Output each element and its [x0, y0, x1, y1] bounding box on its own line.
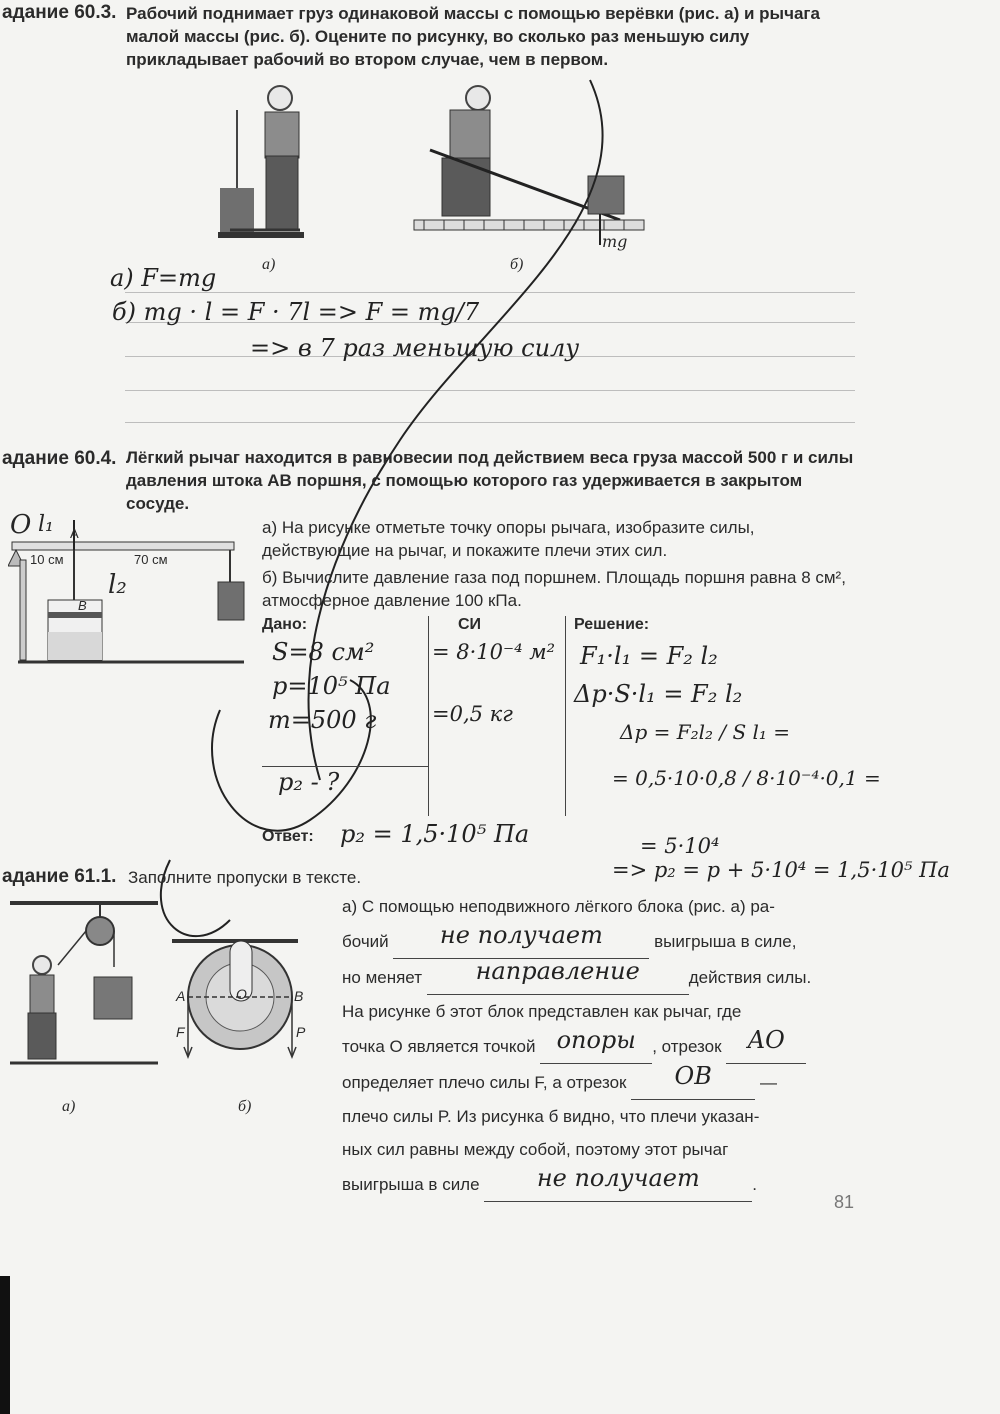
caption-60-3-a: а): [262, 256, 276, 273]
fig-label-70cm: 70 см: [134, 552, 168, 567]
answer-value: p₂ = 1,5·10⁵ Па: [340, 820, 530, 848]
fill-line-2: бочий не получает выигрыша в силе,: [342, 923, 858, 959]
fig-label-B: B: [78, 598, 87, 613]
caption-61-1-a: а): [62, 1098, 76, 1115]
answer-label: Ответ:: [262, 828, 314, 845]
fill-line-6: определяет плечо силы F, а отрезок OB —: [342, 1064, 858, 1100]
blank-5[interactable]: OB: [631, 1064, 755, 1100]
task-60-3-label: адание 60.3.: [2, 2, 117, 23]
solution-line: Δp = F₂l₂ / S l₁ =: [620, 720, 791, 744]
solution-line: = 5·10⁴: [640, 834, 720, 858]
figure-61-1-a: [10, 895, 160, 1075]
fig-61-label-B: B: [294, 988, 304, 1004]
solution-line: Δp·S·l₁ = F₂ l₂: [574, 680, 743, 708]
task-60-4-part-a: а) На рисунке отметьте точку опоры рычага, изобразите силы, действующие на рычаг, и покажите плечи этих сил.: [262, 518, 755, 560]
fill-line-4: На рисунке б этот блок представлен как рычаг, где: [342, 1002, 742, 1021]
fig-61-label-O: O: [236, 986, 247, 1002]
fig-label-10cm: 10 см: [30, 552, 64, 567]
blank-4[interactable]: AO: [726, 1028, 806, 1064]
hand-label-mg: mg: [602, 232, 628, 251]
si-item: = 8·10⁻⁴ м²: [432, 640, 556, 664]
find-item: p₂ - ?: [278, 768, 340, 796]
fig-61-label-A: A: [176, 988, 186, 1004]
given-item: p=10⁵ Па: [272, 672, 391, 700]
hand-60-3-line-2: б) mg · l = F · 7l => F = mg/7: [112, 298, 480, 326]
solution-line: F₁·l₁ = F₂ l₂: [580, 642, 718, 670]
scan-edge: [0, 1276, 10, 1414]
task-61-1-intro: Заполните пропуски в тексте.: [128, 868, 362, 887]
figure-61-1-b: [172, 935, 312, 1075]
blank-1[interactable]: не получает: [393, 923, 649, 959]
given-item: m=500 г: [268, 706, 377, 734]
hand-label-l1: l₁: [38, 512, 54, 537]
page-number: 81: [834, 1192, 855, 1212]
blank-3[interactable]: опоры: [540, 1028, 652, 1064]
fill-line-7: плечо силы P. Из рисунка б видно, что плечи указан-: [342, 1107, 760, 1126]
fig-label-A: A: [70, 526, 79, 541]
hand-60-3-line-3: => в 7 раз меньшую силу: [250, 334, 580, 362]
given-header: Дано:: [262, 616, 308, 633]
caption-60-3-b: б): [510, 256, 524, 273]
fill-line-1: а) С помощью неподвижного лёгкого блока (рис. а) ра-: [342, 897, 775, 916]
solution-line: = 0,5·10·0,8 / 8·10⁻⁴·0,1 =: [612, 766, 881, 790]
hand-label-l2: l₂: [108, 570, 127, 600]
si-item: =0,5 кг: [432, 702, 513, 726]
figure-60-4-lever: [8, 520, 248, 670]
fig-61-label-P: P: [296, 1024, 306, 1040]
task-61-1-label: адание 61.1.: [2, 866, 117, 887]
fig-61-label-F: F: [176, 1024, 185, 1040]
fill-line-5: точка O является точкой опоры , отрезок AO: [342, 1028, 858, 1064]
fill-line-8: ных сил равны между собой, поэтому этот рычаг: [342, 1140, 729, 1159]
solution-line: => p₂ = p + 5·10⁴ = 1,5·10⁵ Па: [612, 858, 950, 882]
si-header: СИ: [458, 616, 482, 633]
caption-61-1-b: б): [238, 1098, 252, 1115]
hand-label-O: O: [10, 510, 32, 540]
fill-line-9: выигрыша в силе не получает .: [342, 1166, 858, 1202]
solution-header: Решение:: [574, 616, 650, 633]
task-60-4-label: адание 60.4.: [2, 448, 117, 469]
given-item: S=8 см²: [272, 638, 375, 666]
hand-60-3-line-1: а) F=mg: [110, 264, 217, 292]
blank-2[interactable]: направление: [427, 959, 689, 995]
task-60-3-text: Рабочий поднимает груз одинаковой массы с помощью верёвки (рис. а) и рычага малой массы (рис. б). Оцените по рисунку, во сколько раз меньшую силу прикладывает рабочий во втором случае, чем в первом.: [126, 4, 820, 69]
fill-line-3: но меняет направление действия силы.: [342, 959, 858, 995]
task-60-4-part-b: б) Вычислите давление газа под поршнем. Площадь поршня равна 8 см², атмосферное давление 100 кПа.: [262, 568, 846, 610]
blank-6[interactable]: не получает: [484, 1166, 752, 1202]
fill-in-text: [342, 890, 858, 1202]
task-60-4-text: Лёгкий рычаг находится в равновесии под действием веса груза массой 500 г и силы давления штока AB поршня, с помощью которого газ удерживается в закрытом сосуде.: [126, 448, 854, 513]
